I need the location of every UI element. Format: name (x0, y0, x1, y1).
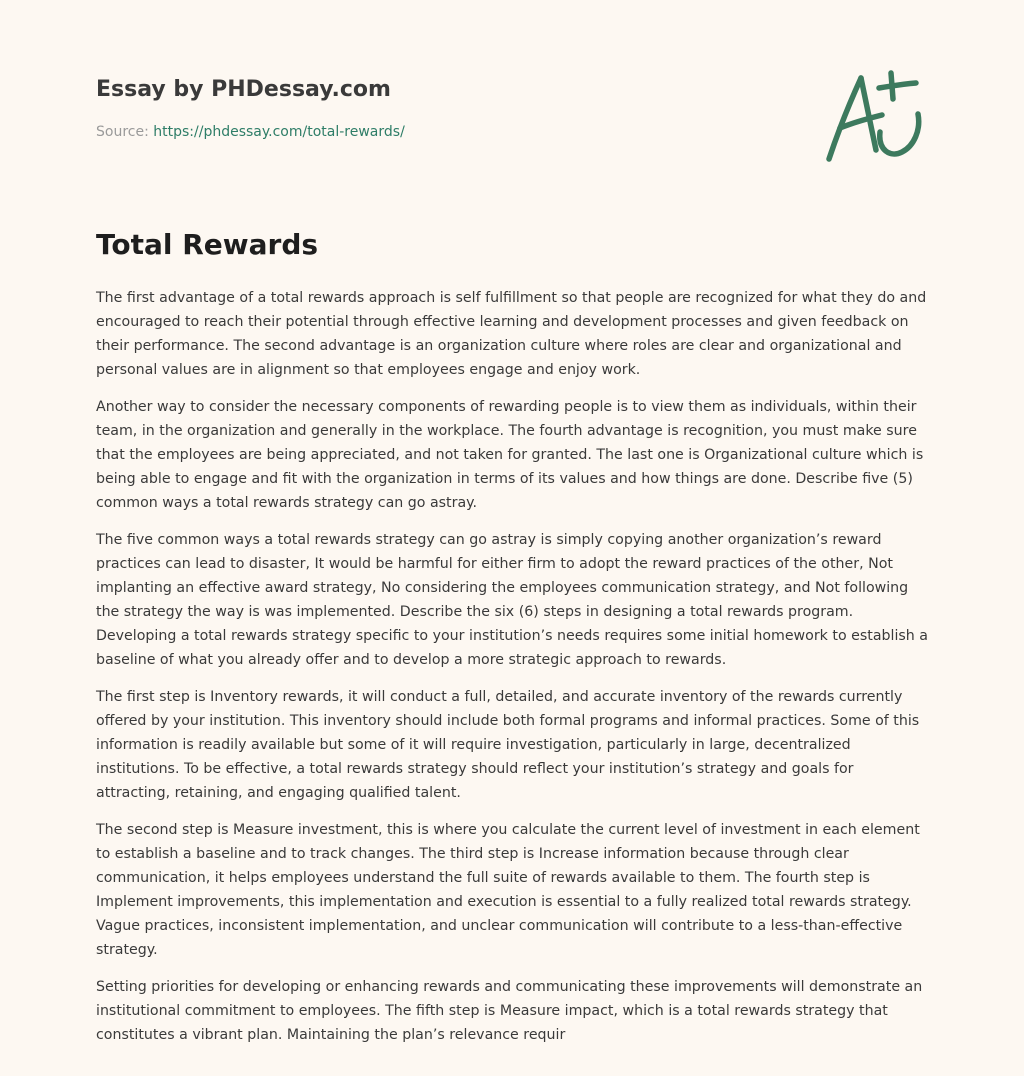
source-label: Source: (96, 124, 154, 140)
essay-paragraph: Another way to consider the necessary components of rewarding people is to view them as individuals, within their team, in the organization and generally in the workplace. The fourth advantage is recognition, you must make sure that the employees are being appreciated, and not taken for granted. The last one is Organizational culture which is being able to engage and fit with the organization in terms of its values and how things are done. Describe five (5) common ways a total rewards strategy can go astray. (96, 399, 924, 511)
site-brand: Essay by PHDessay.com (96, 77, 391, 102)
a-plus-logo-icon (822, 66, 932, 166)
essay-paragraph: Setting priorities for developing or enhancing rewards and communicating these improvements will demonstrate an institutional commitment to employees. The fifth step is Measure impact, which is a total rewards strategy that constitutes a vibrant plan. Maintaining the plan’s relevance requir (96, 979, 923, 1043)
essay-title: Total Rewards (96, 228, 319, 261)
essay-paragraph: The second step is Measure investment, this is where you calculate the current level of investment in each element to establish a baseline and to track changes. The third step is Increase information because through clear communication, it helps employees understand the full suite of rewards available to them. The fourth step is Implement improvements, this implementation and execution is essential to a fully realized total rewards strategy. Vague practices, inconsistent implementation, and unclear communication will contribute to a less-than-effective strategy. (96, 822, 920, 958)
source-link[interactable]: https://phdessay.com/total-rewards/ (153, 124, 405, 140)
page-header (96, 76, 816, 141)
essay-body (96, 286, 928, 1047)
essay-paragraph: The five common ways a total rewards strategy can go astray is simply copying another organization’s reward practices can lead to disaster, It would be harmful for either firm to adopt the reward practices of the other, Not implanting an effective award strategy, No considering the employees communication strategy, and Not following the strategy the way is was implemented. Describe the six (6) steps in designing a total rewards program. Developing a total rewards strategy specific to your institution’s needs requires some initial homework to establish a baseline of what you already offer and to develop a more strategic approach to rewards. (96, 532, 929, 668)
essay-paragraph: The first step is Inventory rewards, it will conduct a full, detailed, and accurate inventory of the rewards currently offered by your institution. This inventory should include both formal programs and informal practices. Some of this information is readily available but some of it will require investigation, particularly in large, decentralized institutions. To be effective, a total rewards strategy should reflect your institution’s strategy and goals for attracting, retaining, and engaging qualified talent. (96, 689, 920, 801)
essay-paragraph: The first advantage of a total rewards approach is self fulfillment so that people are recognized for what they do and encouraged to reach their potential through effective learning and development processes and given feedback on their performance. The second advantage is an organization culture where roles are clear and organizational and personal values are in alignment so that employees engage and enjoy work. (96, 290, 927, 378)
source-line (96, 123, 816, 141)
essay-article (96, 226, 928, 1047)
